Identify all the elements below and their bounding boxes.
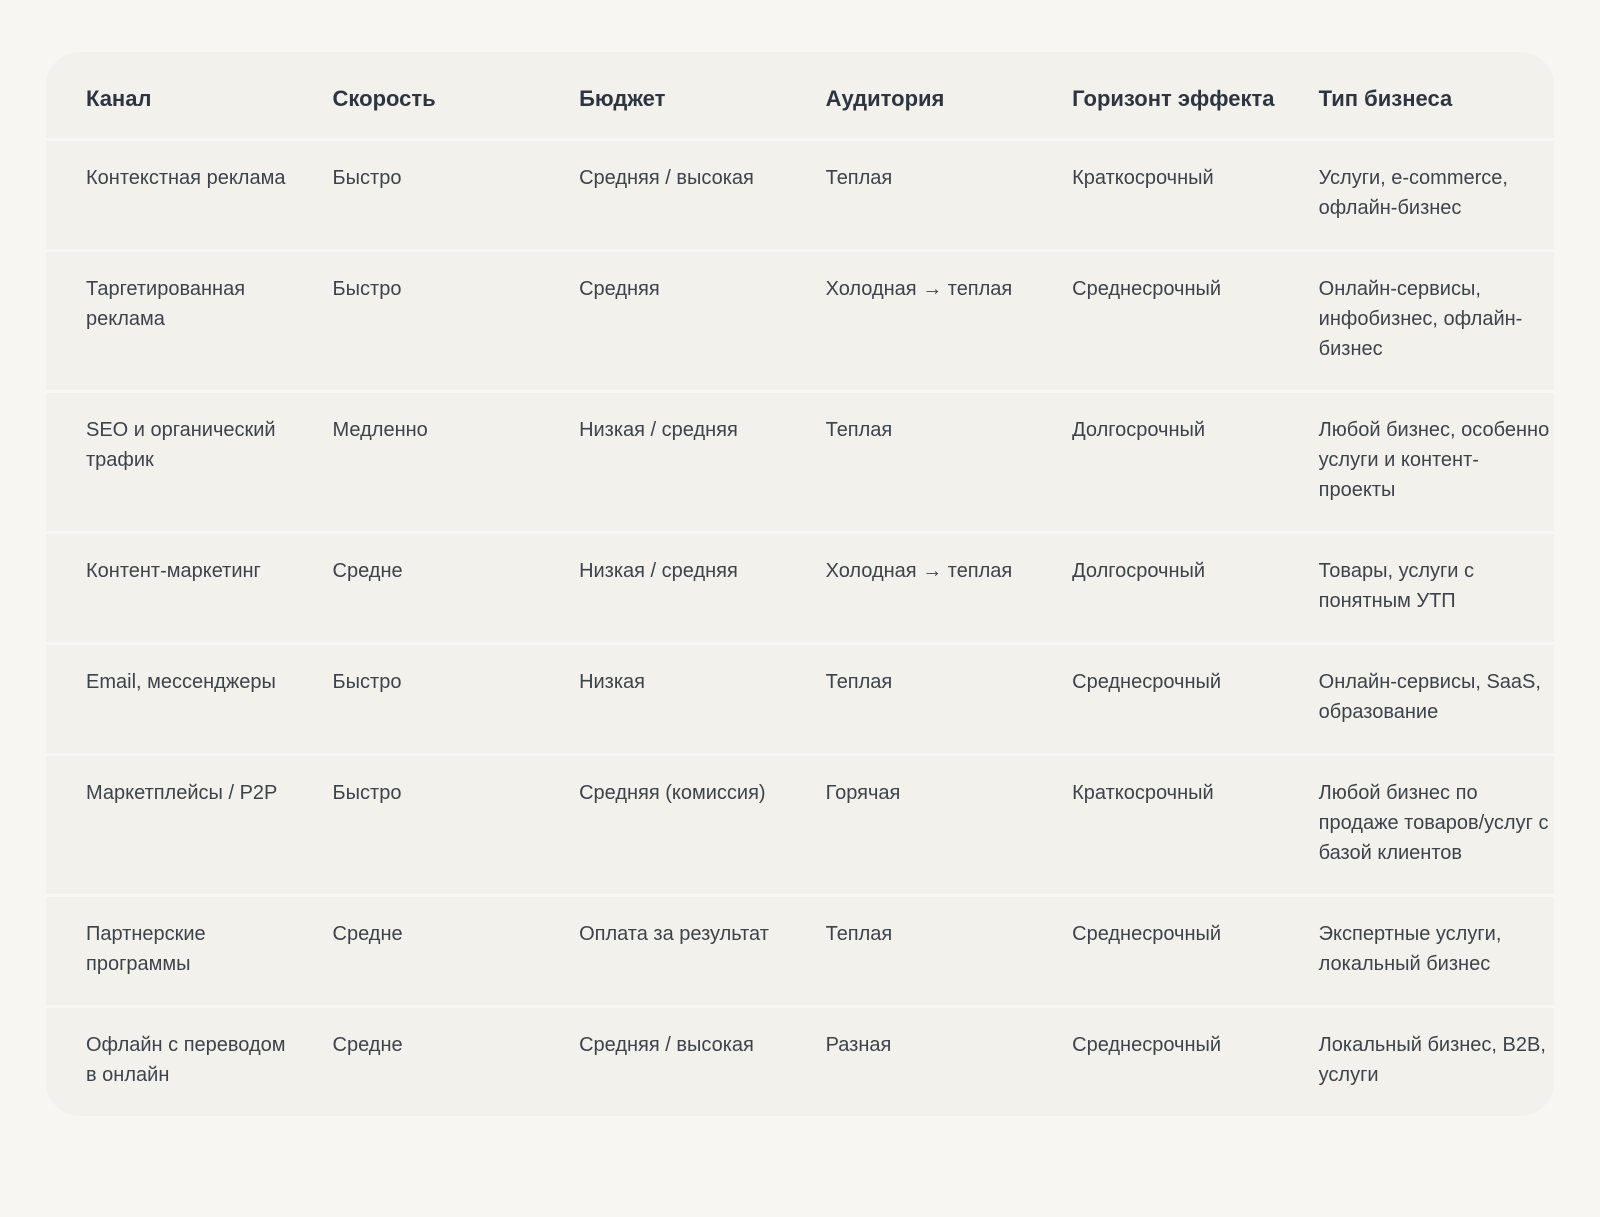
- cell-channel: Таргетированная реклама: [46, 251, 293, 392]
- header-business-type: Тип бизнеса: [1279, 52, 1554, 140]
- cell-speed: Быстро: [293, 251, 540, 392]
- cell-channel: Офлайн с переводом в онлайн: [46, 1007, 293, 1117]
- table-row: [46, 392, 1554, 533]
- cell-business-type: Товары, услуги с понятным УТП: [1279, 533, 1554, 644]
- cell-audience: Теплая: [786, 896, 1033, 1007]
- cell-speed: Быстро: [332, 167, 402, 189]
- cell-budget: Низкая: [539, 644, 786, 755]
- header-audience: Аудитория: [786, 52, 1033, 140]
- header-channel: Канал: [46, 52, 293, 140]
- cell-business-type: Любой бизнес по продаже товаров/услуг с базой клиентов: [1279, 755, 1554, 896]
- cell-horizon: Краткосрочный: [1072, 167, 1214, 189]
- cell-horizon: Среднесрочный: [1032, 251, 1279, 392]
- table-header-row: [46, 52, 1554, 140]
- cell-horizon: Среднесрочный: [1032, 644, 1279, 755]
- cell-horizon: Среднесрочный: [1032, 896, 1279, 1007]
- cell-channel: Контент-маркетинг: [46, 533, 293, 644]
- cell-audience: Теплая: [786, 392, 1033, 533]
- cell-speed: Медленно: [293, 392, 540, 533]
- cell-audience: Теплая: [786, 644, 1033, 755]
- header-budget: Бюджет: [539, 52, 786, 140]
- cell-business-type: Онлайн-сервисы, инфобизнес, офлайн-бизнес: [1279, 251, 1554, 392]
- cell-audience: Разная: [786, 1007, 1033, 1117]
- cell-business-type: Онлайн-сервисы, SaaS, образование: [1279, 644, 1554, 755]
- header-speed: Скорость: [293, 52, 540, 140]
- table-row: [46, 896, 1554, 1007]
- cell-channel: Маркетплейсы / P2P: [46, 755, 293, 896]
- table-row: [46, 140, 1554, 251]
- cell-budget: Средняя / высокая: [579, 167, 754, 189]
- table-row: [46, 1007, 1554, 1117]
- cell-budget: Средняя (комиссия): [539, 755, 786, 896]
- cell-channel: Email, мессенджеры: [46, 644, 293, 755]
- cell-business-type: Экспертные услуги, локальный бизнес: [1279, 896, 1554, 1007]
- table-row: [46, 755, 1554, 896]
- cell-audience: Горячая: [786, 755, 1033, 896]
- cell-channel: SEO и органический трафик: [46, 392, 293, 533]
- table-row: [46, 251, 1554, 392]
- header-horizon: Горизонт эффекта: [1032, 52, 1279, 140]
- table-row: [46, 533, 1554, 644]
- cell-speed: Быстро: [293, 755, 540, 896]
- table-row: [46, 644, 1554, 755]
- cell-business-type: Услуги, e-commerce, офлайн-бизнес: [1318, 167, 1508, 219]
- cell-horizon: Долгосрочный: [1032, 533, 1279, 644]
- cell-audience: Холодная → теплая: [786, 533, 1033, 644]
- cell-speed: Средне: [293, 896, 540, 1007]
- cell-budget: Средняя: [539, 251, 786, 392]
- cell-channel: Контекстная реклама: [86, 167, 286, 189]
- cell-audience: Холодная → теплая: [786, 251, 1033, 392]
- cell-audience: Теплая: [825, 167, 893, 189]
- cell-budget: Низкая / средняя: [539, 533, 786, 644]
- cell-channel: Партнерские программы: [46, 896, 293, 1007]
- cell-speed: Средне: [293, 533, 540, 644]
- cell-horizon: Среднесрочный: [1032, 1007, 1279, 1117]
- cell-horizon: Краткосрочный: [1032, 755, 1279, 896]
- cell-speed: Средне: [293, 1007, 540, 1117]
- cell-business-type: Локальный бизнес, B2B, услуги: [1279, 1007, 1554, 1117]
- cell-speed: Быстро: [293, 644, 540, 755]
- cell-budget: Низкая / средняя: [539, 392, 786, 533]
- cell-budget: Оплата за результат: [539, 896, 786, 1007]
- cell-budget: Средняя / высокая: [539, 1007, 786, 1117]
- channels-table-card: [46, 52, 1554, 1116]
- channels-table: [46, 52, 1554, 1116]
- cell-business-type: Любой бизнес, особенно услуги и контент-проекты: [1279, 392, 1554, 533]
- cell-horizon: Долгосрочный: [1032, 392, 1279, 533]
